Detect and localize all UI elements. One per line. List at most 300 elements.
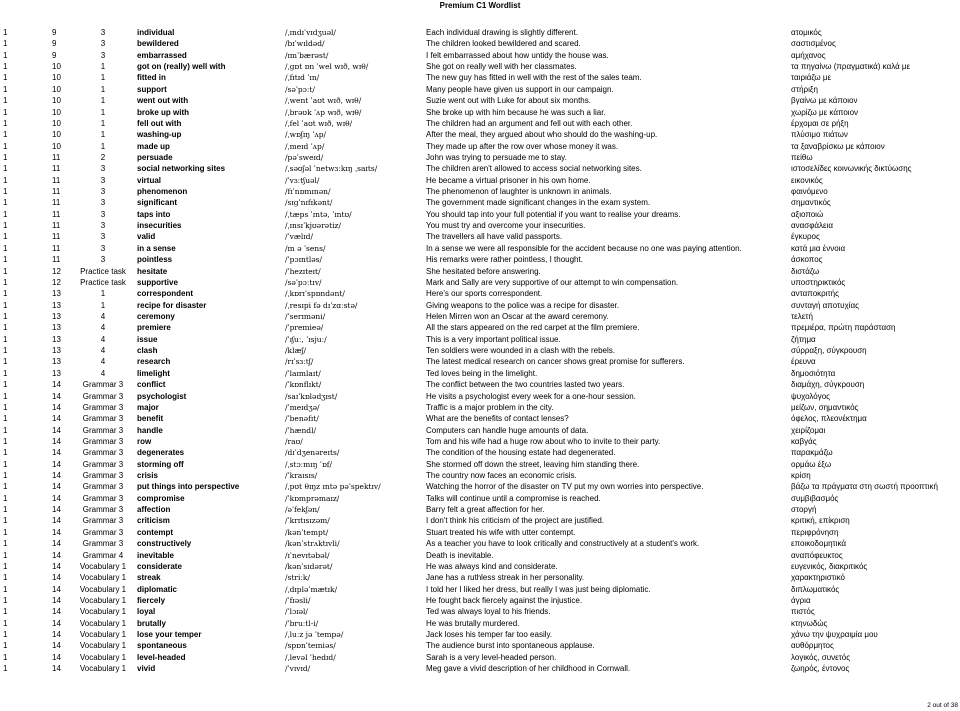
page-cell: 13 — [52, 311, 61, 321]
unit-cell: 1 — [3, 62, 8, 72]
unit-cell: 1 — [3, 436, 8, 446]
page-cell: 12 — [52, 266, 61, 276]
word-cell: affection — [137, 505, 171, 515]
page-cell: 11 — [52, 152, 61, 162]
example-cell: His remarks were rather pointless, I thought. — [426, 255, 583, 265]
section-cell: 4 — [100, 357, 106, 367]
page-cell: 14 — [52, 425, 61, 435]
translation-cell: αυθόρμητος — [791, 641, 834, 651]
section-cell: 4 — [100, 334, 106, 344]
example-cell: Ted loves being in the limelight. — [426, 368, 538, 378]
example-cell: All the stars appeared on the red carpet at the film premiere. — [426, 323, 640, 333]
example-cell: Suzie went out with Luke for about six months. — [426, 96, 591, 106]
section-cell: Grammar 3 — [82, 493, 124, 503]
pronunciation-cell: /ˌɡɒt ɒn ˈwel wɪð, wɪθ/ — [285, 62, 369, 72]
word-cell: limelight — [137, 368, 170, 378]
page-cell: 10 — [52, 62, 61, 72]
example-cell: The conflict between the two countries lasted two years. — [426, 380, 625, 390]
translation-cell: χάνω την ψυχραιμία μου — [791, 630, 878, 640]
section-cell: 3 — [100, 187, 106, 197]
pronunciation-cell: /ˌfel ˈaʊt wɪð, wɪθ/ — [285, 118, 353, 128]
unit-cell: 1 — [3, 414, 8, 424]
example-cell: Mark and Sally are very supportive of our attempt to win compensation. — [426, 277, 679, 287]
unit-cell: 1 — [3, 152, 8, 162]
pronunciation-cell: /kənˈtempt/ — [285, 527, 329, 537]
unit-cell: 1 — [3, 141, 8, 151]
unit-cell: 1 — [3, 482, 8, 492]
word-cell: level-headed — [137, 652, 186, 662]
unit-cell: 1 — [3, 607, 8, 617]
translation-cell: ψυχολόγος — [791, 391, 830, 401]
example-cell: Meg gave a vivid description of her childhood in Cornwall. — [426, 664, 631, 674]
translation-cell: ιστοσελίδες κοινωνικής δικτύωσης — [791, 164, 912, 174]
pronunciation-cell: /ˈkɒnflɪkt/ — [285, 380, 322, 390]
unit-cell: 1 — [3, 391, 8, 401]
example-cell: You should tap into your full potential if you want to realise your dreams. — [426, 209, 681, 219]
example-cell: The travellers all have valid passports. — [426, 232, 563, 242]
section-cell: 1 — [100, 96, 106, 106]
table-row — [0, 220, 960, 231]
page-cell: 14 — [52, 459, 61, 469]
unit-cell: 1 — [3, 28, 8, 37]
unit-cell: 1 — [3, 664, 8, 674]
table-row — [0, 515, 960, 526]
section-cell: 3 — [100, 221, 106, 231]
unit-cell: 1 — [3, 198, 8, 208]
translation-cell: συμβιβασμός — [791, 493, 839, 503]
section-cell: 1 — [100, 130, 106, 140]
page-cell: 9 — [52, 28, 57, 37]
section-cell: 3 — [100, 39, 106, 49]
example-cell: I felt embarrassed about how untidy the house was. — [426, 50, 609, 60]
section-cell: 1 — [100, 84, 106, 94]
table-row — [0, 95, 960, 106]
pronunciation-cell: /ˌstɔːmɪŋ ˈɒf/ — [285, 459, 333, 469]
pronunciation-cell: /klæʃ/ — [285, 346, 307, 356]
section-cell: Vocabulary 1 — [79, 652, 127, 662]
unit-cell: 1 — [3, 232, 8, 242]
pronunciation-cell: /ˈpɔɪntləs/ — [285, 255, 323, 265]
translation-cell: πείθω — [791, 152, 813, 162]
translation-cell: βγαίνω με κάποιον — [791, 96, 858, 106]
translation-cell: εποικοδομητικά — [791, 539, 846, 549]
table-row — [0, 538, 960, 549]
unit-cell: 1 — [3, 209, 8, 219]
word-cell: social networking sites — [137, 164, 226, 174]
translation-cell: χαρακτηριστικό — [791, 573, 845, 583]
pronunciation-cell: /raʊ/ — [285, 436, 303, 446]
page-cell: 11 — [52, 175, 61, 185]
page-cell: 13 — [52, 368, 61, 378]
word-cell: row — [137, 436, 152, 446]
word-cell: contempt — [137, 527, 173, 537]
table-row — [0, 550, 960, 561]
translation-cell: εικονικός — [791, 175, 823, 185]
section-cell: Grammar 3 — [82, 425, 124, 435]
word-cell: support — [137, 84, 167, 94]
translation-cell: ανασφάλεια — [791, 221, 833, 231]
translation-cell: διστάζω — [791, 266, 820, 276]
word-cell: fiercely — [137, 595, 166, 605]
page-cell: 14 — [52, 539, 61, 549]
table-row — [0, 243, 960, 254]
section-cell: Vocabulary 1 — [79, 561, 127, 571]
unit-cell: 1 — [3, 243, 8, 253]
section-cell: 4 — [100, 368, 106, 378]
section-cell: 1 — [100, 73, 106, 83]
example-cell: The government made significant changes in the exam system. — [426, 198, 651, 208]
table-row — [0, 141, 960, 152]
section-cell: 3 — [100, 232, 106, 242]
word-cell: psychologist — [137, 391, 187, 401]
page-cell: 11 — [52, 221, 61, 231]
example-cell: He fought back fiercely against the injustice. — [426, 595, 583, 605]
table-row — [0, 368, 960, 379]
example-cell: She stormed off down the street, leaving him standing there. — [426, 459, 640, 469]
example-cell: Talks will continue until a compromise is reached. — [426, 493, 601, 503]
pronunciation-cell: /ˈkɒmprəmaɪz/ — [285, 493, 340, 503]
section-cell: Grammar 3 — [82, 459, 124, 469]
table-row — [0, 254, 960, 265]
section-cell: Grammar 3 — [82, 471, 124, 481]
pronunciation-cell: /fɪˈnɒmɪnən/ — [285, 187, 331, 197]
example-cell: The new guy has fitted in well with the rest of the sales team. — [426, 73, 642, 83]
section-cell: Vocabulary 1 — [79, 607, 127, 617]
pronunciation-cell: /ˈbruːtl-i/ — [285, 618, 319, 628]
table-row — [0, 481, 960, 492]
translation-cell: ευγενικός, διακριτικός — [791, 561, 868, 571]
word-cell: valid — [137, 232, 156, 242]
pronunciation-cell: /ˌwɒʃɪŋ ˈʌp/ — [285, 130, 327, 140]
unit-cell: 1 — [3, 96, 8, 106]
word-cell: persuade — [137, 152, 173, 162]
document-title: Premium C1 Wordlist — [439, 1, 521, 10]
pronunciation-cell: /ˌmeɪd ˈʌp/ — [285, 141, 325, 151]
translation-cell: βάζω τα πράγματα στη σωστή προοπτική — [791, 482, 938, 492]
section-cell: 3 — [100, 255, 106, 265]
example-cell: Sarah is a very level-headed person. — [426, 652, 557, 662]
unit-cell: 1 — [3, 630, 8, 640]
pronunciation-cell: /pəˈsweɪd/ — [285, 152, 324, 162]
unit-cell: 1 — [3, 527, 8, 537]
pronunciation-cell: /ˈlaɪmlaɪt/ — [285, 368, 321, 378]
translation-cell: έρευνα — [791, 357, 816, 367]
unit-cell: 1 — [3, 618, 8, 628]
word-cell: crisis — [137, 471, 158, 481]
table-row — [0, 493, 960, 504]
page-cell: 13 — [52, 289, 61, 299]
page-cell: 9 — [52, 50, 57, 60]
page-cell: 14 — [52, 482, 61, 492]
example-cell: Stuart treated his wife with utter contempt. — [426, 527, 576, 537]
pronunciation-cell: /ˌsəʊʃəl ˈnetwɜːkɪŋ ˌsaɪts/ — [285, 164, 378, 174]
word-cell: fitted in — [137, 73, 166, 83]
word-cell: put things into perspective — [137, 482, 240, 492]
page-cell: 11 — [52, 232, 61, 242]
section-cell: Grammar 4 — [82, 550, 124, 560]
unit-cell: 1 — [3, 311, 8, 321]
example-cell: They made up after the row over whose money it was. — [426, 141, 619, 151]
section-cell: 3 — [100, 164, 106, 174]
unit-cell: 1 — [3, 39, 8, 49]
page-cell: 14 — [52, 561, 61, 571]
pronunciation-cell: /ˈserɪməni/ — [285, 311, 326, 321]
section-cell: Vocabulary 1 — [79, 630, 127, 640]
word-cell: compromise — [137, 493, 185, 503]
table-row — [0, 584, 960, 595]
translation-cell: δημοσιότητα — [791, 368, 836, 378]
translation-cell: στήριξη — [791, 84, 818, 94]
page-cell: 12 — [52, 277, 61, 287]
table-row — [0, 27, 960, 38]
example-cell: The audience burst into spontaneous applause. — [426, 641, 595, 651]
example-cell: This is a very important political issue. — [426, 334, 561, 344]
section-cell: Vocabulary 1 — [79, 641, 127, 651]
translation-cell: χωρίζω με κάποιον — [791, 107, 859, 117]
word-cell: criticism — [137, 516, 170, 526]
unit-cell: 1 — [3, 493, 8, 503]
translation-cell: στοργή — [791, 505, 817, 515]
example-cell: The phenomenon of laughter is unknown in animals. — [426, 187, 612, 197]
table-row — [0, 470, 960, 481]
unit-cell: 1 — [3, 459, 8, 469]
example-cell: I told her I liked her dress, but really I was just being diplomatic. — [426, 584, 651, 594]
pronunciation-cell: /ˈɪʃuː, ˈɪsjuː/ — [285, 334, 327, 344]
example-cell: Helen Mirren won an Oscar at the award ceremony. — [426, 311, 609, 321]
example-cell: Giving weapons to the police was a recipe for disaster. — [426, 300, 619, 310]
word-cell: spontaneous — [137, 641, 187, 651]
translation-cell: ζωηρός, έντονος — [791, 664, 850, 674]
word-cell: fell out with — [137, 118, 182, 128]
translation-cell: διπλωματικός — [791, 584, 840, 594]
example-cell: Watching the horror of the disaster on TV put my own worries into perspective. — [426, 482, 704, 492]
table-row — [0, 595, 960, 606]
table-row — [0, 50, 960, 61]
example-cell: John was trying to persuade me to stay. — [426, 152, 567, 162]
section-cell: 1 — [100, 62, 106, 72]
section-cell: Grammar 3 — [82, 448, 124, 458]
unit-cell: 1 — [3, 118, 8, 128]
page-cell: 14 — [52, 573, 61, 583]
page-cell: 14 — [52, 402, 61, 412]
unit-cell: 1 — [3, 425, 8, 435]
word-cell: embarrassed — [137, 50, 187, 60]
translation-cell: χειρίζομαι — [791, 425, 826, 435]
pronunciation-cell: /ˈlɔɪəl/ — [285, 607, 308, 617]
table-row — [0, 186, 960, 197]
unit-cell: 1 — [3, 300, 8, 310]
translation-cell: διαμάχη, σύγκρουση — [791, 380, 865, 390]
pronunciation-cell: /ˌɪndɪˈvɪdʒuəl/ — [285, 28, 336, 37]
word-cell: research — [137, 357, 171, 367]
pronunciation-cell: /əˈfekʃən/ — [285, 505, 320, 515]
example-cell: The children looked bewildered and scared. — [426, 39, 581, 49]
unit-cell: 1 — [3, 175, 8, 185]
unit-cell: 1 — [3, 221, 8, 231]
table-row — [0, 447, 960, 458]
word-cell: phenomenon — [137, 187, 188, 197]
example-cell: Many people have given us support in our campaign. — [426, 84, 614, 94]
unit-cell: 1 — [3, 73, 8, 83]
page-cell: 13 — [52, 357, 61, 367]
example-cell: Jane has a ruthless streak in her personality. — [426, 573, 585, 583]
example-cell: The children had an argument and fell out with each other. — [426, 118, 633, 128]
page-cell: 14 — [52, 652, 61, 662]
pronunciation-cell: /ˌtæps ˈɪntə, ˈɪntʊ/ — [285, 209, 352, 219]
table-row — [0, 84, 960, 95]
pronunciation-cell: /ˈvɜːtʃuəl/ — [285, 175, 320, 185]
table-row — [0, 334, 960, 345]
table-row — [0, 629, 960, 640]
table-row — [0, 152, 960, 163]
table-row — [0, 425, 960, 436]
word-cell: bewildered — [137, 39, 179, 49]
page-cell: 14 — [52, 505, 61, 515]
table-row — [0, 356, 960, 367]
translation-cell: σαστισμένος — [791, 39, 836, 49]
table-row — [0, 107, 960, 118]
example-cell: She broke up with him because he was such a liar. — [426, 107, 606, 117]
example-cell: Ten soldiers were wounded in a clash with the rebels. — [426, 346, 615, 356]
translation-cell: αναπόφευκτος — [791, 550, 843, 560]
page-cell: 13 — [52, 334, 61, 344]
example-cell: What are the benefits of contact lenses? — [426, 414, 569, 424]
page-cell: 14 — [52, 436, 61, 446]
table-row — [0, 231, 960, 242]
section-cell: 4 — [100, 311, 106, 321]
translation-cell: έγκυρος — [791, 232, 820, 242]
page-cell: 11 — [52, 164, 61, 174]
page-cell: 10 — [52, 141, 61, 151]
pronunciation-cell: /ˌlevəl ˈhedɪd/ — [285, 652, 336, 662]
section-cell: Vocabulary 1 — [79, 664, 127, 674]
example-cell: Computers can handle huge amounts of data. — [426, 425, 589, 435]
example-cell: Ted was always loyal to his friends. — [426, 607, 551, 617]
section-cell: Vocabulary 1 — [79, 595, 127, 605]
translation-cell: αμήχανος — [791, 50, 826, 60]
section-cell: Practice task — [80, 266, 126, 276]
word-cell: handle — [137, 425, 163, 435]
word-cell: premiere — [137, 323, 171, 333]
section-cell: Vocabulary 1 — [79, 618, 127, 628]
translation-cell: μείζων, σημαντικός — [791, 402, 859, 412]
unit-cell: 1 — [3, 84, 8, 94]
table-row — [0, 504, 960, 515]
section-cell: Vocabulary 1 — [79, 584, 127, 594]
pronunciation-cell: /ˌresɪpi fə dɪˈzɑːstə/ — [285, 300, 358, 310]
unit-cell: 1 — [3, 402, 8, 412]
pronunciation-cell: /ɪmˈbærəst/ — [285, 50, 329, 60]
section-cell: 1 — [100, 141, 106, 151]
pronunciation-cell: /ˈhezɪteɪt/ — [285, 266, 321, 276]
table-row — [0, 209, 960, 220]
section-cell: Practice task — [80, 277, 126, 287]
word-cell: inevitable — [137, 550, 174, 560]
word-cell: constructively — [137, 539, 192, 549]
word-cell: in a sense — [137, 243, 176, 253]
table-row — [0, 197, 960, 208]
section-cell: Grammar 3 — [82, 436, 124, 446]
example-cell: She got on really well with her classmates. — [426, 62, 577, 72]
unit-cell: 1 — [3, 323, 8, 333]
table-row — [0, 618, 960, 629]
section-cell: 3 — [100, 198, 106, 208]
example-cell: The condition of the housing estate had degenerated. — [426, 448, 616, 458]
word-cell: broke up with — [137, 107, 189, 117]
section-cell: Grammar 3 — [82, 402, 124, 412]
word-cell: hesitate — [137, 266, 168, 276]
word-cell: benefit — [137, 414, 164, 424]
page-cell: 10 — [52, 84, 61, 94]
example-cell: Each individual drawing is slightly different. — [426, 28, 578, 37]
unit-cell: 1 — [3, 550, 8, 560]
table-row — [0, 402, 960, 413]
translation-cell: καβγάς — [791, 436, 817, 446]
unit-cell: 1 — [3, 561, 8, 571]
word-cell: washing-up — [137, 130, 182, 140]
translation-cell: τα ξαναβρίσκω με κάποιον — [791, 141, 885, 151]
example-cell: As a teacher you have to look critically and constructively at a student's work. — [426, 539, 700, 549]
unit-cell: 1 — [3, 448, 8, 458]
table-row — [0, 311, 960, 322]
pronunciation-cell: /ˈmeɪdʒə/ — [285, 402, 320, 412]
translation-cell: λογικός, συνετός — [791, 652, 851, 662]
word-cell: streak — [137, 573, 161, 583]
table-row — [0, 163, 960, 174]
table-row — [0, 322, 960, 333]
example-cell: Tom and his wife had a huge row about who to invite to their party. — [426, 436, 661, 446]
page-cell: 14 — [52, 550, 61, 560]
word-cell: clash — [137, 346, 158, 356]
table-row — [0, 561, 960, 572]
word-cell: degenerates — [137, 448, 185, 458]
section-cell: Grammar 3 — [82, 482, 124, 492]
pronunciation-cell: /striːk/ — [285, 573, 310, 583]
unit-cell: 1 — [3, 50, 8, 60]
translation-cell: άγρια — [791, 595, 811, 605]
page-cell: 14 — [52, 607, 61, 617]
pronunciation-cell: /ˈfɪəsli/ — [285, 595, 311, 605]
example-cell: The latest medical research on cancer shows great promise for sufferers. — [426, 357, 685, 367]
table-row — [0, 413, 960, 424]
translation-cell: αξιοποιώ — [791, 209, 824, 219]
word-cell: vivid — [137, 664, 156, 674]
word-cell: made up — [137, 141, 170, 151]
page-cell: 14 — [52, 641, 61, 651]
unit-cell: 1 — [3, 187, 8, 197]
pronunciation-cell: /ˌdɪpləˈmætɪk/ — [285, 584, 338, 594]
section-cell: Grammar 3 — [82, 516, 124, 526]
translation-cell: κτηνωδώς — [791, 618, 828, 628]
pronunciation-cell: /ˌfɪtɪd ˈɪn/ — [285, 73, 320, 83]
pronunciation-cell: /kənˈsɪdərət/ — [285, 561, 333, 571]
page-cell: 14 — [52, 391, 61, 401]
translation-cell: ατομικός — [791, 28, 822, 37]
unit-cell: 1 — [3, 652, 8, 662]
word-cell: correspondent — [137, 289, 194, 299]
word-cell: brutally — [137, 618, 166, 628]
pronunciation-cell: /bɪˈwɪldəd/ — [285, 39, 325, 49]
page-cell: 13 — [52, 300, 61, 310]
example-cell: Death is inevitable. — [426, 550, 494, 560]
word-cell: loyal — [137, 607, 156, 617]
pronunciation-cell: /ˈhændl/ — [285, 425, 317, 435]
section-cell: 3 — [100, 50, 106, 60]
pronunciation-cell: /sɪɡˈnɪfɪkənt/ — [285, 198, 333, 208]
translation-cell: παρακμάζω — [791, 448, 833, 458]
translation-cell: ζήτημα — [791, 334, 816, 344]
page-cell: 14 — [52, 630, 61, 640]
